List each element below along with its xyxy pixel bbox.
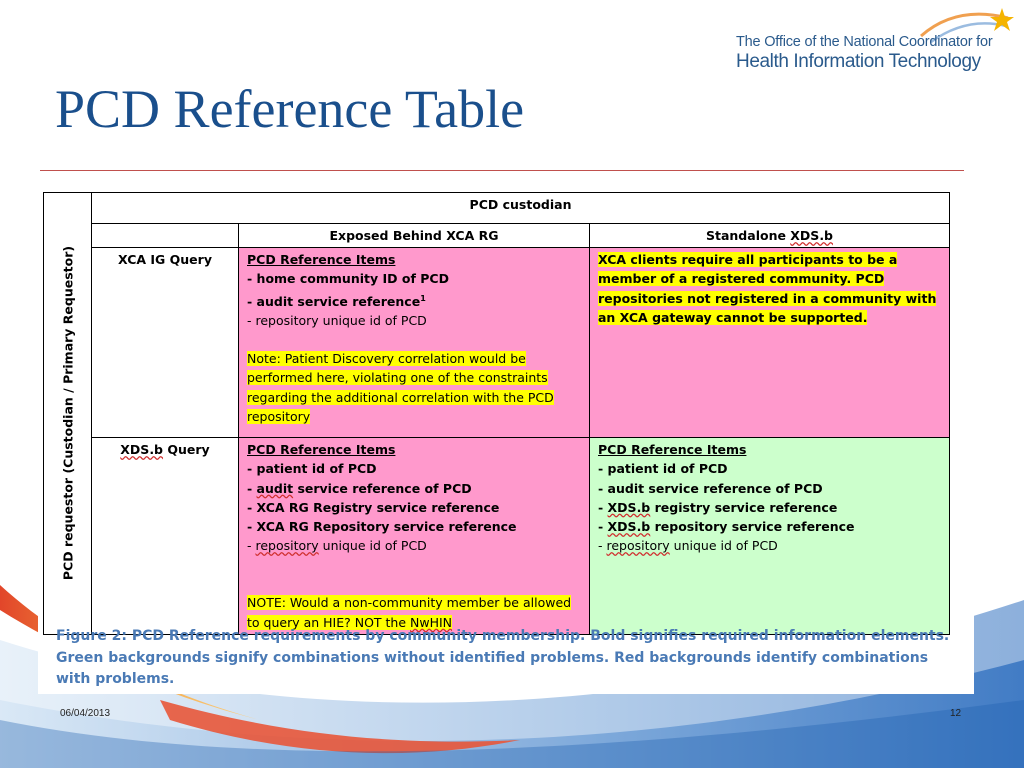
spacer — [247, 330, 581, 349]
cell-line — [247, 536, 581, 555]
cell-line-text: - audit service reference — [247, 293, 421, 309]
cell-line — [247, 479, 581, 498]
cell-line-term: repository — [255, 538, 319, 554]
cell-line: - XCA RG Registry service reference — [247, 499, 500, 515]
cell-line: - XCA RG Repository service reference — [247, 519, 517, 535]
cell-line-prefix: - — [247, 480, 257, 496]
cell-line-rest: registry service reference — [650, 499, 838, 515]
onc-logo — [736, 6, 1016, 76]
cell-line-term: XDS.b — [607, 519, 651, 535]
cell-heading: PCD Reference Items — [598, 442, 747, 458]
cell-heading: PCD Reference Items — [247, 442, 396, 458]
cell-line-prefix: - — [247, 538, 256, 554]
custodian-header: PCD custodian — [92, 193, 950, 224]
cell-line-prefix: - — [598, 499, 608, 515]
cell-line-term: XDS.b — [607, 499, 651, 515]
row-xds-query — [44, 438, 950, 635]
row-xca-ig-query — [44, 248, 950, 438]
cell-xca-ig-standalone — [590, 248, 950, 438]
highlighted-note: XCA clients require all participants to be a member of a registered community. PCD repositories not registered in a community with an XCA gateway cannot be supported. — [598, 252, 937, 325]
cell-line-prefix: - — [598, 538, 607, 554]
row-label-term: XDS.b — [120, 442, 164, 458]
footnote-marker: 1 — [420, 293, 426, 303]
figure-card — [38, 186, 974, 694]
highlighted-note — [247, 595, 571, 629]
cell-note — [598, 250, 941, 327]
row-label-xds — [92, 438, 239, 635]
col-header-standalone — [590, 224, 950, 248]
highlighted-note: Note: Patient Discovery correlation would be performed here, violating one of the constraints regarding the additional correlation with the PCD repository — [247, 351, 554, 424]
note-prefix: NOTE: Would a non-community member be allowed to query an HIE? NOT the — [247, 595, 572, 630]
cell-line-term: audit — [256, 480, 294, 496]
logo-line-1: The Office of the National Coordinator for — [736, 34, 993, 50]
side-header: PCD requestor (Custodian / Primary Requestor) — [59, 246, 75, 581]
cell-line-term: repository — [606, 538, 670, 554]
col2-header-prefix: Standalone — [706, 228, 791, 243]
cell-line-rest: unique id of PCD — [669, 538, 778, 554]
pcd-reference-table — [43, 192, 950, 635]
row-label-rest: Query — [163, 442, 210, 458]
cell-line-rest: unique id of PCD — [318, 538, 427, 554]
cell-line — [598, 536, 941, 555]
cell-line — [598, 517, 941, 536]
logo-line-2: Health Information Technology — [736, 51, 981, 72]
cell-xds-exposed — [239, 438, 590, 635]
footer-date: 06/04/2013 — [60, 708, 111, 719]
cell-line: - audit service reference of PCD — [598, 480, 823, 496]
cell-xds-standalone — [590, 438, 950, 635]
cell-line: - patient id of PCD — [598, 461, 728, 477]
cell-line: - patient id of PCD — [247, 461, 377, 477]
note-term: NwHIN — [410, 614, 453, 630]
col2-header-term: XDS.b — [790, 228, 834, 243]
cell-line-rest: service reference of PCD — [293, 480, 472, 496]
cell-xca-ig-exposed — [239, 248, 590, 438]
row-label-xca-ig: XCA IG Query — [92, 248, 239, 438]
page-number: 12 — [950, 708, 962, 719]
cell-line-prefix: - — [598, 519, 608, 535]
header-row-2 — [44, 224, 950, 248]
cell-heading: PCD Reference Items — [247, 252, 396, 268]
spacer — [247, 555, 581, 574]
side-header-cell — [44, 193, 92, 635]
col-header-xca-rg: Exposed Behind XCA RG — [239, 224, 590, 248]
cell-line: - repository unique id of PCD — [247, 312, 427, 328]
cell-line: - home community ID of PCD — [247, 271, 449, 287]
header-row-1 — [44, 193, 950, 224]
spacer — [247, 574, 581, 593]
cell-line — [598, 498, 941, 517]
title-divider — [40, 170, 964, 171]
cell-note — [247, 349, 581, 426]
cell-line-rest: repository service reference — [650, 519, 855, 535]
cell-line — [247, 289, 581, 311]
figure-caption: Figure 2: PCD Reference requirements by community membership. Bold signifies required information elements. Green backgrounds signify combinations without identified problems. Red backgrounds identify combinations with problems. — [56, 628, 950, 687]
corner-cell — [92, 224, 239, 248]
slide-title: PCD Reference Table — [55, 79, 525, 139]
